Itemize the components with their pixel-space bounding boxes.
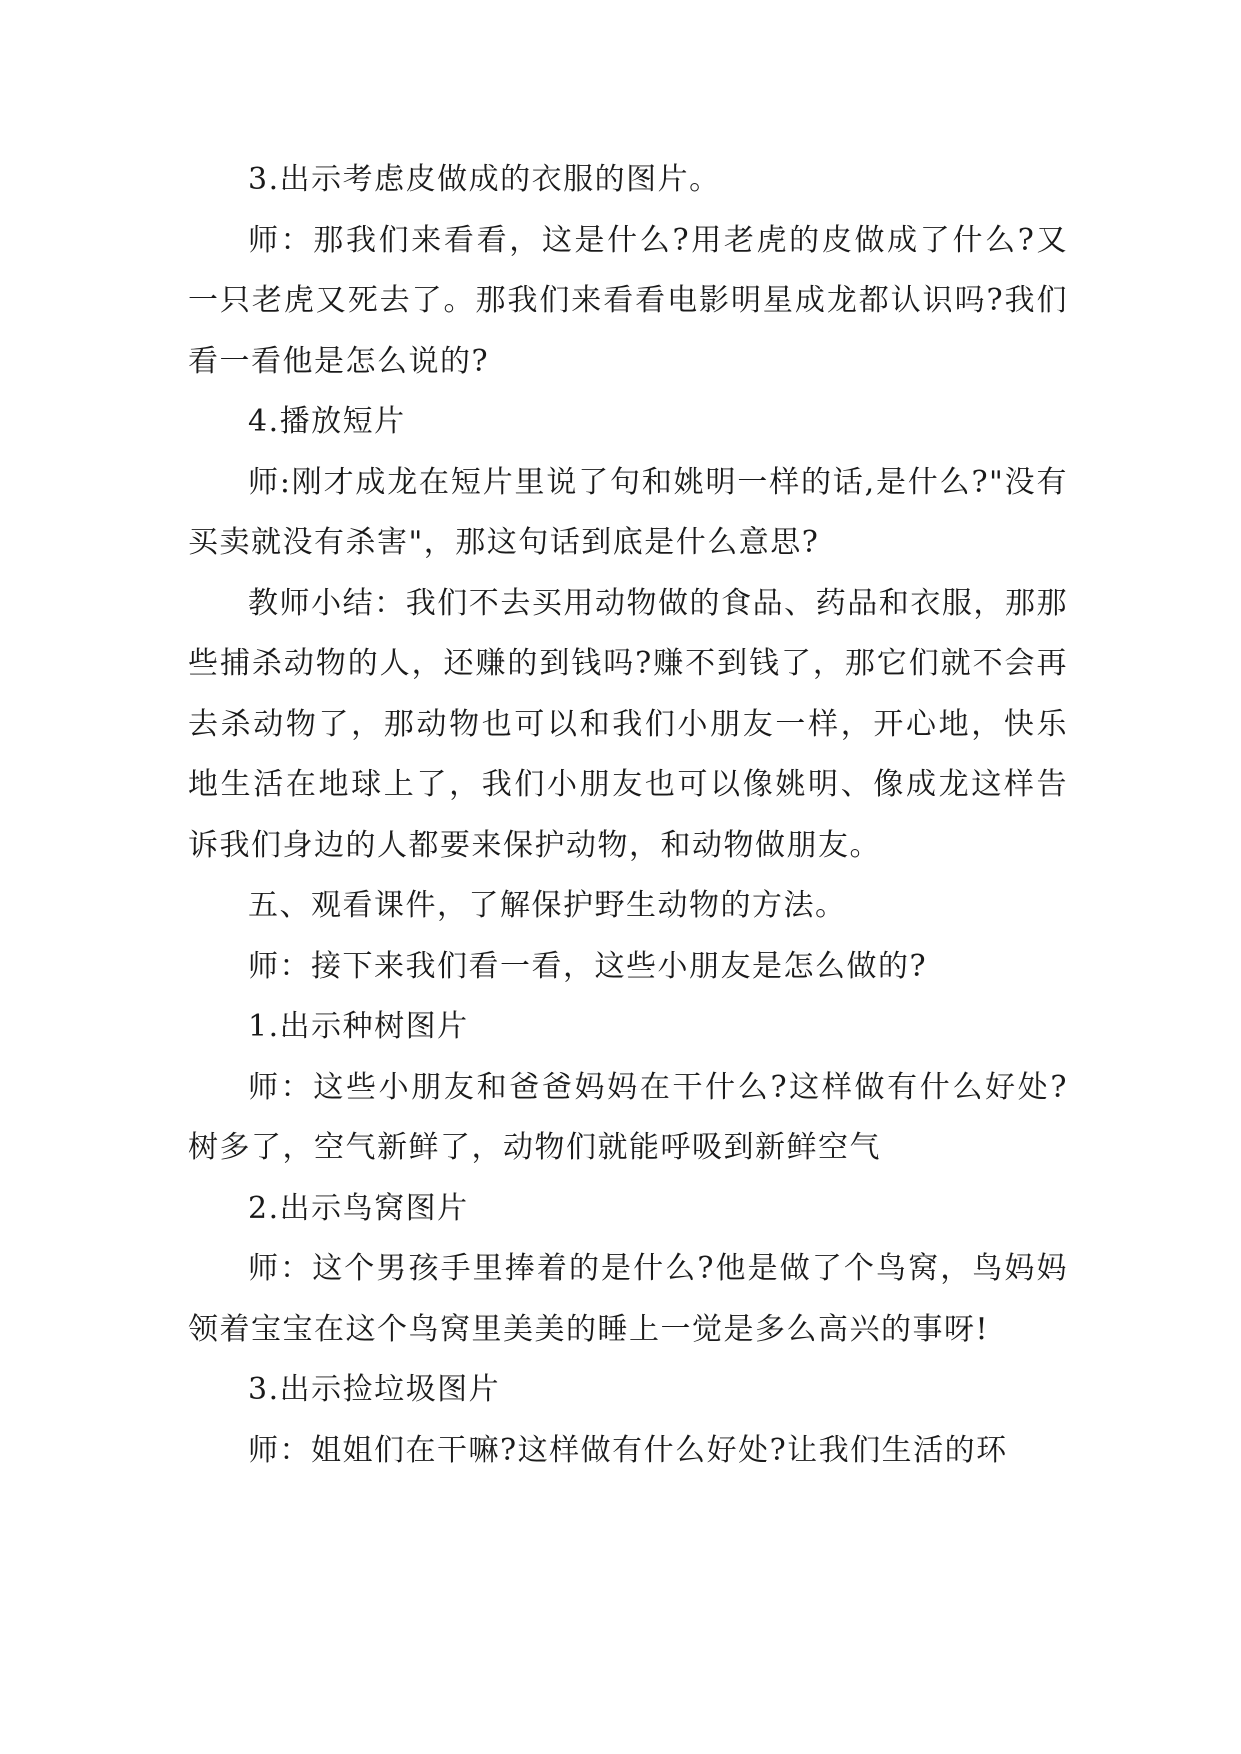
- paragraph: 1.出示种树图片: [248, 1009, 469, 1044]
- paragraph: 师：这个男孩手里捧着的是什么?他是做了个鸟窝，鸟妈妈领着宝宝在这个鸟窝里美美的睡上一觉是多么高兴的事呀!: [188, 1251, 1068, 1347]
- paragraph: 2.出示鸟窝图片: [248, 1190, 469, 1226]
- paragraph: 3.出示捡垃圾图片: [248, 1372, 501, 1407]
- paragraph: 3.出示考虑皮做成的衣服的图片。: [248, 162, 721, 197]
- paragraph: 师：那我们来看看，这是什么?用老虎的皮做成了什么?又一只老虎又死去了。那我们来看看电影明星成龙都认识吗?我们看一看他是怎么说的?: [188, 222, 1068, 379]
- paragraph: 五、观看课件，了解保护野生动物的方法。: [248, 888, 847, 923]
- paragraph: 师：这些小朋友和爸爸妈妈在干什么?这样做有什么好处?树多了，空气新鲜了，动物们就能呼吸到新鲜空气: [188, 1069, 1068, 1165]
- paragraph: 师:刚才成龙在短片里说了句和姚明一样的话,是什么?"没有买卖就没有杀害"，那这句话到底是什么意思?: [188, 464, 1068, 560]
- document-body: [188, 150, 1068, 1481]
- paragraph: 4.播放短片: [248, 404, 406, 439]
- paragraph: 教师小结：我们不去买用动物做的食品、药品和衣服，那那些捕杀动物的人，还赚的到钱吗?赚不到钱了，那它们就不会再去杀动物了，那动物也可以和我们小朋友一样，开心地，快乐地生活在地球上了，我们小朋友也可以像姚明、像成龙这样告诉我们身边的人都要来保护动物，和动物做朋友。: [188, 585, 1068, 863]
- paragraph: 师：接下来我们看一看，这些小朋友是怎么做的?: [248, 948, 928, 984]
- paragraph: 师：姐姐们在干嘛?这样做有什么好处?让我们生活的环: [248, 1432, 1008, 1468]
